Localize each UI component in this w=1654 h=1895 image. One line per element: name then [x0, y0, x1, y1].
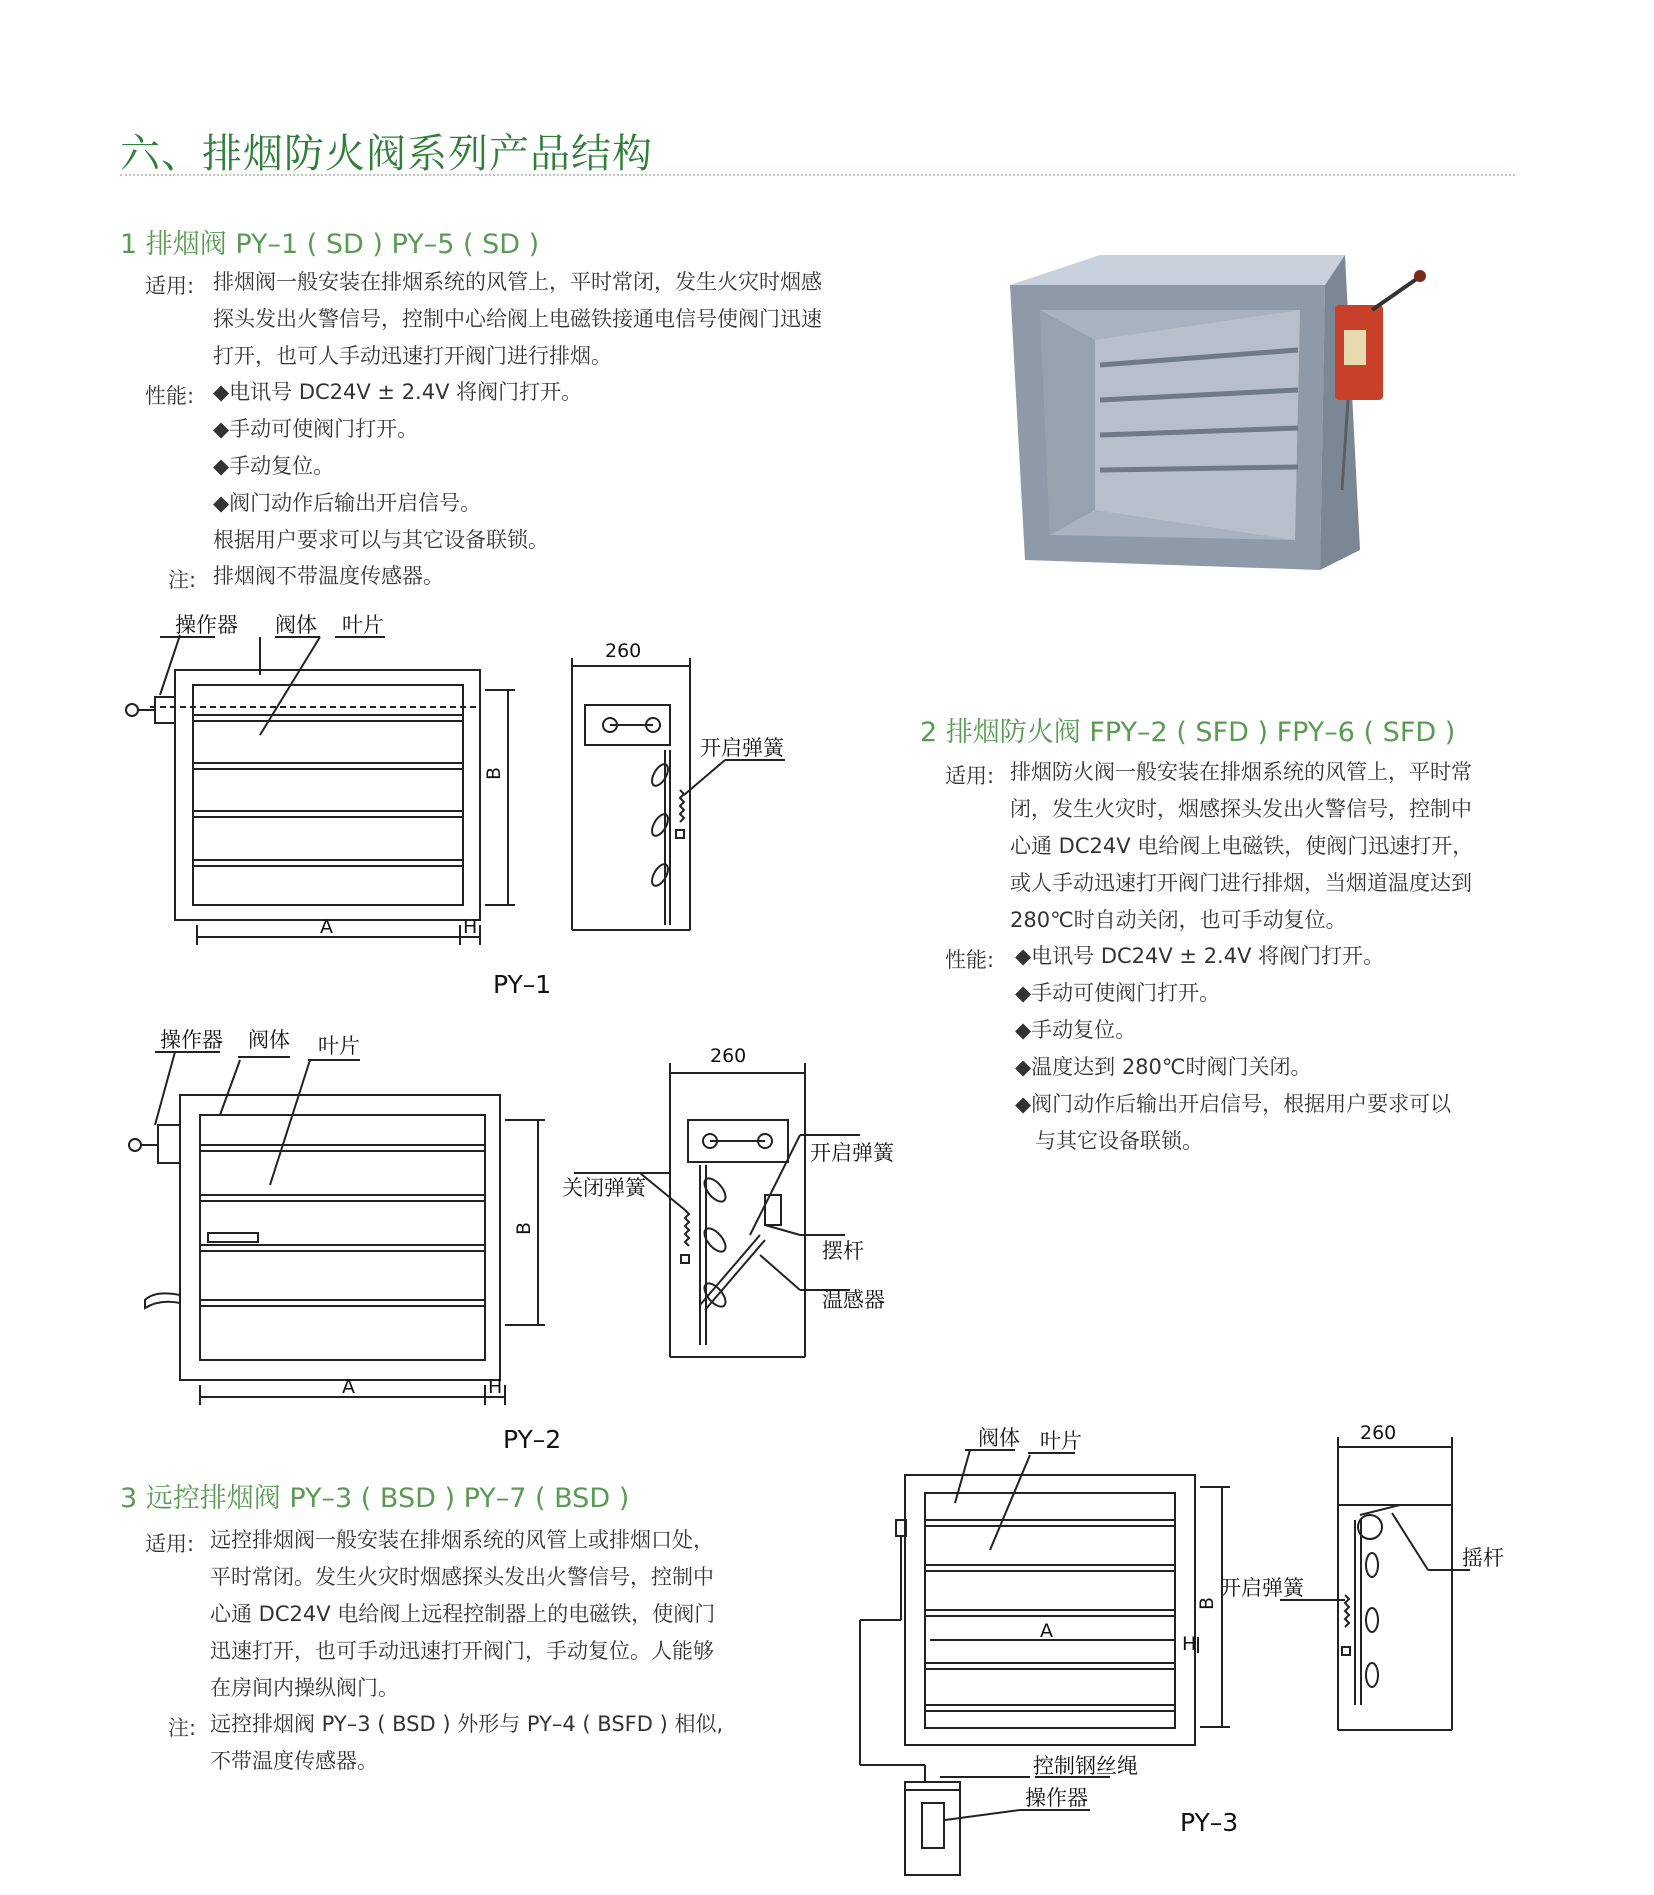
text-line: ◆温度达到 280℃时阀门关闭。 [1015, 1055, 1312, 1079]
dim-a: A [342, 1376, 355, 1398]
text-line: ◆手动可使阀门打开。 [1015, 981, 1221, 1005]
text-line: ◆手动复位。 [1015, 1018, 1137, 1042]
label-blade: 叶片 [1040, 1429, 1082, 1453]
dim-260: 260 [605, 640, 642, 662]
dim-a: A [1040, 1620, 1053, 1642]
text-line: ◆电讯号 DC24V ± 2.4V 将阀门打开。 [213, 380, 583, 404]
title-divider [120, 174, 1515, 176]
section2-perf-text [1015, 938, 1515, 1160]
section3-note-label: 注: [168, 1716, 197, 1740]
section1-note: 排烟阀不带温度传感器。 [213, 564, 444, 588]
text-line: 闭，发生火灾时，烟感探头发出火警信号，控制中 [1010, 797, 1472, 821]
label-rocker: 摇杆 [1462, 1546, 1504, 1570]
label-open-spring: 开启弹簧 [700, 736, 784, 760]
page-title: 六、排烟防火阀系列产品结构 [120, 131, 653, 177]
text-line: 远控排烟阀 PY–3 ( BSD ) 外形与 PY–4 ( BSFD ) 相似, [210, 1712, 724, 1736]
label-cable: 控制钢丝绳 [1033, 1754, 1138, 1778]
label-open-spring: 开启弹簧 [1220, 1576, 1304, 1600]
section1-heading: 1 排烟阀 PY–1 ( SD ) PY–5 ( SD ) [120, 229, 540, 260]
text-line: 在房间内操纵阀门。 [210, 1676, 399, 1700]
label-operator: 操作器 [175, 613, 238, 637]
text-line: ◆手动可使阀门打开。 [213, 417, 419, 441]
text-line: ◆手动复位。 [213, 454, 335, 478]
section3-note [210, 1706, 810, 1780]
label-open-spring: 开启弹簧 [810, 1141, 894, 1165]
dim-260: 260 [710, 1045, 747, 1067]
label-blade: 叶片 [318, 1034, 360, 1058]
text-line: 根据用户要求可以与其它设备联锁。 [213, 528, 549, 552]
section2-heading: 2 排烟防火阀 FPY–2 ( SFD ) FPY–6 ( SFD ) [920, 717, 1456, 748]
py2-caption: PY–2 [503, 1425, 562, 1454]
py3-front-diagram [830, 1425, 1250, 1830]
text-line: ◆阀门动作后输出开启信号。 [213, 491, 482, 515]
product-photo [1000, 250, 1450, 580]
text-line: 探头发出火警信号，控制中心给阀上电磁铁接通电信号使阀门迅速 [213, 307, 822, 331]
py1-front-diagram [120, 615, 620, 945]
py1-caption: PY–1 [493, 970, 552, 999]
label-close-spring: 关闭弹簧 [562, 1176, 646, 1200]
text-line: 打开，也可人手动迅速打开阀门进行排烟。 [213, 344, 612, 368]
dim-b: B [1196, 1596, 1218, 1610]
text-line: ◆阀门动作后输出开启信号，根据用户要求可以 [1015, 1092, 1452, 1116]
text-line: 平时常闭。发生火灾时烟感探头发出火警信号，控制中 [210, 1565, 714, 1589]
label-blade: 叶片 [342, 613, 384, 637]
text-line: 排烟阀一般安装在排烟系统的风管上，平时常闭，发生火灾时烟感 [213, 270, 822, 294]
section2-apply-text [1010, 754, 1530, 939]
dim-h: H [488, 1376, 503, 1398]
py1-side-diagram [560, 640, 800, 940]
dim-h: H [1182, 1633, 1197, 1655]
text-line: 与其它设备联锁。 [1035, 1129, 1203, 1153]
dim-a: A [320, 916, 333, 938]
text-line: 排烟防火阀一般安装在排烟系统的风管上，平时常 [1010, 760, 1472, 784]
section1-perf-text [213, 374, 813, 559]
label-body: 阀体 [978, 1426, 1020, 1450]
label-operator: 操作器 [160, 1028, 223, 1052]
section3-apply-text [210, 1522, 770, 1707]
text-line: 心通 DC24V 电给阀上电磁铁，使阀门迅速打开， [1010, 834, 1474, 858]
section1-note-label: 注: [168, 568, 197, 592]
label-thermal: 温感器 [822, 1288, 885, 1312]
py3-side-diagram [1220, 1422, 1520, 1750]
text-line: ◆电讯号 DC24V ± 2.4V 将阀门打开。 [1015, 944, 1385, 968]
section3-heading: 3 远控排烟阀 PY–3 ( BSD ) PY–7 ( BSD ) [120, 1483, 630, 1514]
text-line: 或人手动迅速打开阀门进行排烟，当烟道温度达到 [1010, 871, 1472, 895]
text-line: 心通 DC24V 电给阀上远程控制器上的电磁铁，使阀门 [210, 1602, 716, 1626]
section1-apply-label: 适用: [145, 274, 195, 298]
dim-260: 260 [1360, 1422, 1397, 1444]
section2-apply-label: 适用: [945, 764, 995, 788]
label-body: 阀体 [248, 1028, 290, 1052]
text-line: 远控排烟阀一般安装在排烟系统的风管上或排烟口处， [210, 1528, 714, 1552]
section1-apply-text [213, 264, 893, 375]
dim-b: B [513, 1221, 535, 1235]
text-line: 280℃时自动关闭，也可手动复位。 [1010, 908, 1347, 932]
label-body: 阀体 [275, 613, 317, 637]
py3-caption: PY–3 [1180, 1808, 1239, 1837]
text-line: 迅速打开，也可手动迅速打开阀门，手动复位。人能够 [210, 1639, 714, 1663]
text-line: 不带温度传感器。 [210, 1749, 378, 1773]
section2-perf-label: 性能: [945, 948, 995, 972]
py2-front-diagram [120, 1025, 560, 1405]
label-operator: 操作器 [1025, 1786, 1088, 1810]
label-swing-rod: 摆杆 [822, 1239, 864, 1263]
dim-b: B [483, 766, 505, 780]
py2-side-diagram [560, 1045, 940, 1365]
section3-apply-label: 适用: [145, 1532, 195, 1556]
dim-h: H [463, 916, 478, 938]
section1-perf-label: 性能: [145, 384, 195, 408]
